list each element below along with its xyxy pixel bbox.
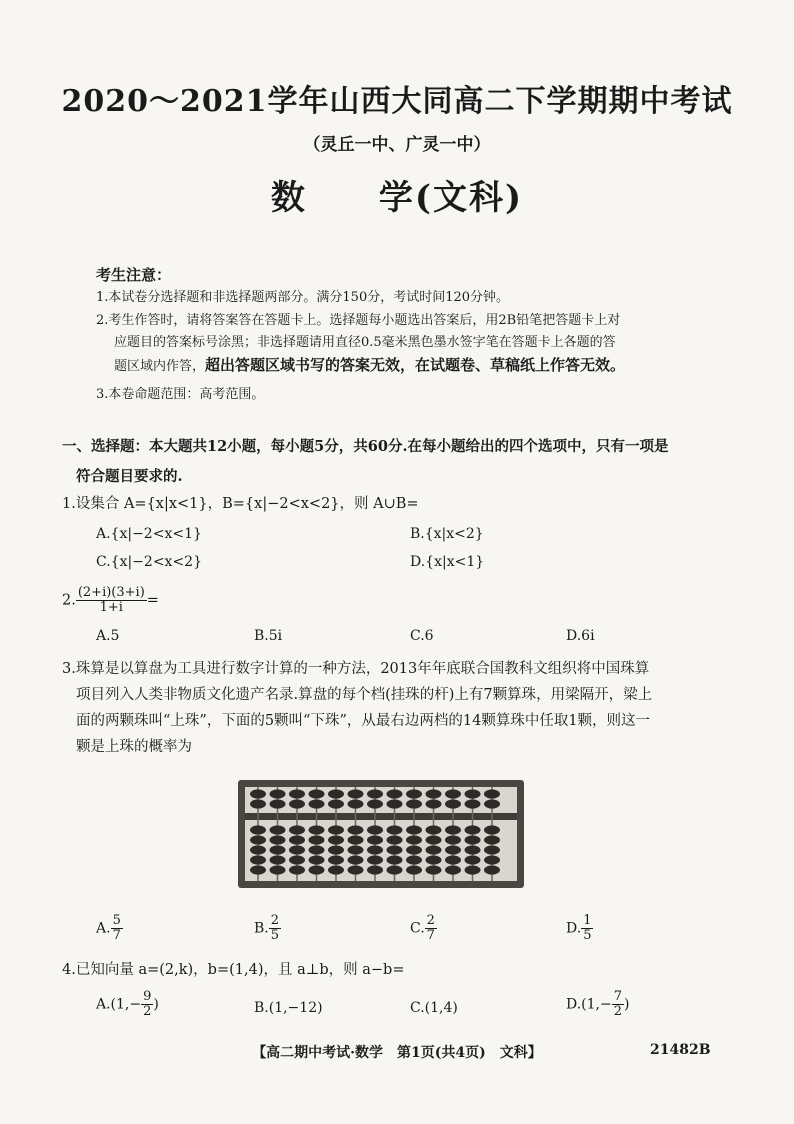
q3-option-c [410,914,437,943]
abacus-bead [426,825,442,834]
abacus-bead [387,845,403,854]
abacus-bead [387,825,403,834]
question-3-stem [62,656,712,760]
q2-option-a: A.5 [96,628,120,644]
q3-option-d-fraction [581,914,593,943]
q3-line-3: 面的两颗珠叫“上珠”，下面的5颗叫“下珠”，从最右边两档的14颗算珠中任取1颗，则这一 [76,713,651,729]
section-heading [62,432,712,492]
q3-option-b-label: B. [254,920,269,937]
notice-item-2 [96,310,706,378]
exam-subtitle: （灵丘一中、广灵一中） [303,135,491,155]
abacus-bead [250,825,266,834]
abacus-bead [309,799,325,808]
abacus-bead [289,789,305,798]
abacus-bead [270,799,286,808]
q4-option-a-den: 2 [143,1004,152,1019]
abacus-bead [289,865,305,874]
q3-option-b [254,914,281,943]
notice-item-2-line-3 [96,354,706,378]
abacus-bead [484,799,500,808]
abacus-bead [387,855,403,864]
q2-numerator: (2+i)(3+i) [77,585,145,600]
abacus-bead [367,799,383,808]
abacus-bead [250,855,266,864]
abacus-bead [426,835,442,844]
q3-line-4: 颗是上珠的概率为 [76,739,192,755]
abacus-bead [445,845,461,854]
q4-option-a-fraction [141,990,153,1019]
q3-line-2: 项目列入人类非物质文化遗产名录.算盘的每个档(挂珠的杆)上有7颗算珠，用梁隔开，梁上 [76,687,653,703]
abacus-bead [445,825,461,834]
abacus-bead [445,855,461,864]
q1-option-c: C.{x|−2<x<2} [96,554,202,570]
exam-title: 2020～2021学年山西大同高二下学期期中考试 [61,84,733,119]
q2-number: 2. [62,592,76,609]
abacus-bead [445,799,461,808]
abacus-bead [250,789,266,798]
abacus-bead [328,845,344,854]
question-2-stem [62,586,159,615]
abacus-bead [250,799,266,808]
q2-fraction [76,586,147,615]
question-4-stem: 4.已知向量 a=(2,k)，b=(1,4)，且 a⊥b，则 a−b= [62,962,405,978]
abacus-bead [387,799,403,808]
notice-item-1: 1.本试卷分选择题和非选择题两部分。满分150分，考试时间120分钟。 [96,290,510,305]
abacus-bead [367,855,383,864]
q2-denominator: 1+i [99,600,123,615]
abacus-bead [484,825,500,834]
abacus-bead [367,845,383,854]
abacus-bead [406,825,422,834]
abacus-bead [250,835,266,844]
notice-heading: 考生注意： [96,266,172,284]
abacus-bead [367,825,383,834]
abacus-beam [245,813,517,820]
abacus-bead [309,865,325,874]
q3-option-c-num: 2 [426,913,435,928]
abacus-bead [426,799,442,808]
q3-line-1: 3.珠算是以算盘为工具进行数字计算的一种方法，2013年年底联合国教科文组织将中国珠算 [62,661,650,677]
abacus-bead [270,835,286,844]
abacus-bead [348,825,364,834]
subject-heading: 数 学(文科) [270,178,524,218]
q1-option-a: A.{x|−2<x<1} [96,526,202,542]
abacus-bead [309,835,325,844]
abacus-bead [328,799,344,808]
q3-option-b-den: 5 [270,928,280,943]
abacus-bead [367,835,383,844]
abacus-bead [328,855,344,864]
abacus-bead [309,789,325,798]
q3-option-a-fraction [111,914,123,943]
abacus-bead [348,799,364,808]
abacus-bead [270,845,286,854]
abacus-bead [348,855,364,864]
abacus-bead [289,845,305,854]
abacus-bead [387,865,403,874]
abacus-bead [426,789,442,798]
abacus-bead [367,789,383,798]
abacus-bead [309,855,325,864]
q4-option-a-prefix: A.(1,− [96,996,142,1013]
section-heading-line-1: 一、选择题：本大题共12小题，每小题5分，共60分.在每小题给出的四个选项中，只有一项是 [62,438,669,455]
abacus-bead [328,825,344,834]
abacus-bead [465,855,481,864]
abacus-bead [328,865,344,874]
q4-option-a-suffix: ) [153,996,159,1013]
abacus-bead [348,845,364,854]
abacus-bead [445,835,461,844]
q2-option-c: C.6 [410,628,434,644]
q3-option-a [96,914,123,943]
q3-option-b-fraction [269,914,281,943]
abacus-bead [484,855,500,864]
q2-option-b: B.5i [254,628,283,644]
abacus-bead [348,835,364,844]
q4-option-d-num: 7 [613,989,623,1004]
abacus-bead [445,789,461,798]
q4-option-c: C.(1,4) [410,1000,458,1016]
q3-option-d [566,914,593,943]
abacus-bead [289,855,305,864]
abacus-bead [484,835,500,844]
notice-emphasis: 超出答题区域书写的答案无效，在试题卷、草稿纸上作答无效。 [205,356,626,374]
question-1-stem: 1.设集合 A={x|x<1}，B={x|−2<x<2}，则 A∪B= [62,496,419,512]
abacus-bead [348,865,364,874]
q2-equals: = [146,592,159,609]
abacus-bead [367,865,383,874]
q1-option-d: D.{x|x<1} [410,554,485,570]
abacus-bead [406,855,422,864]
abacus-bead [328,835,344,844]
abacus-bead [387,835,403,844]
abacus-bead [465,825,481,834]
abacus-image [236,778,526,890]
abacus-bead [289,825,305,834]
abacus-bead [328,789,344,798]
q4-option-a-num: 9 [143,989,152,1004]
q4-option-d-den: 2 [613,1004,623,1019]
q2-option-d: D.6i [566,628,595,644]
abacus-bead [270,855,286,864]
q3-option-b-num: 2 [270,913,280,928]
q4-option-a [96,990,159,1019]
abacus-bead [465,845,481,854]
abacus-bead [426,845,442,854]
abacus-bead [484,789,500,798]
abacus-bead [406,799,422,808]
abacus-bead [309,825,325,834]
paper-code: 21482B [650,1042,711,1058]
q4-option-d-prefix: D.(1,− [566,996,612,1013]
abacus-bead [406,789,422,798]
abacus-bead [270,789,286,798]
notice-item-2-line-1: 2.考生作答时，请将答案答在答题卡上。选择题每小题选出答案后，用2B铅笔把答题卡上对 [96,313,621,328]
q3-option-a-num: 5 [112,913,121,928]
abacus-bead [289,799,305,808]
q3-option-c-fraction [425,914,437,943]
q3-option-c-label: C. [410,920,425,937]
abacus-bead [250,845,266,854]
q1-option-b: B.{x|x<2} [410,526,484,542]
abacus-bead [465,865,481,874]
notice-item-2-line-2: 应题目的答案标号涂黑；非选择题请用直径0.5毫米黑色墨水签字笔在答题卡上各题的答 [114,335,616,350]
q3-option-c-den: 7 [426,928,435,943]
abacus-bead [465,799,481,808]
q3-option-a-label: A. [96,920,111,937]
q3-option-d-label: D. [566,920,582,937]
abacus-bead [426,865,442,874]
q4-option-d [566,990,629,1019]
abacus-bead [250,865,266,874]
abacus-bead [406,835,422,844]
q3-option-d-num: 1 [583,913,592,928]
abacus-bead [406,845,422,854]
abacus-bead [445,865,461,874]
q4-option-d-suffix: ) [624,996,630,1013]
q4-option-d-fraction [612,990,624,1019]
notice-item-3: 3.本卷命题范围：高考范围。 [96,387,265,402]
abacus-bead [484,845,500,854]
q4-option-b: B.(1,−12) [254,1000,323,1016]
abacus-bead [406,865,422,874]
abacus-bead [270,865,286,874]
q3-option-a-den: 7 [112,928,121,943]
abacus-bead [270,825,286,834]
abacus-bead [387,789,403,798]
notice-item-2-prefix: 题区域内作答， [114,359,206,374]
abacus-bead [465,789,481,798]
abacus-bead [484,865,500,874]
abacus-bead [289,835,305,844]
page-footer: 【高二期中考试·数学 第1页(共4页) 文科】 [252,1045,542,1061]
q3-option-d-den: 5 [583,928,592,943]
abacus-bead [348,789,364,798]
abacus-bead [309,845,325,854]
abacus-bead [426,855,442,864]
abacus-bead [465,835,481,844]
section-heading-line-2: 符合题目要求的. [76,468,183,485]
